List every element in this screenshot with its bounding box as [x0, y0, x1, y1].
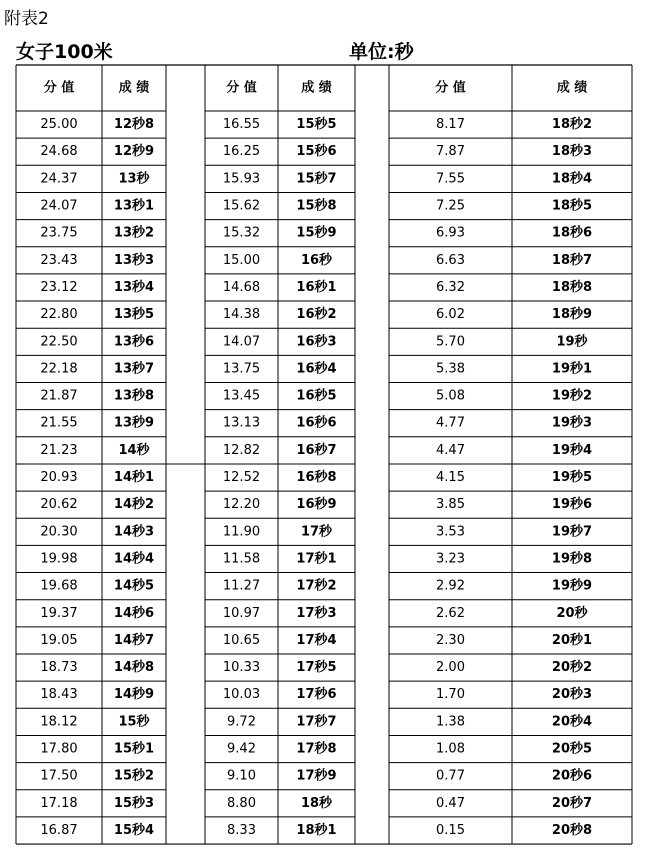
score-cell: 0.15 — [436, 822, 465, 838]
result-cell: 15秒6 — [296, 144, 337, 160]
result-cell: 16秒 — [300, 252, 333, 268]
result-cell: 16秒7 — [296, 442, 337, 458]
result-cell: 18秒8 — [551, 279, 593, 295]
score-cell: 6.02 — [436, 307, 465, 323]
header-score: 分 值 — [435, 80, 466, 96]
result-cell: 18秒 — [300, 795, 333, 811]
score-cell: 7.55 — [436, 171, 465, 187]
score-cell: 23.43 — [40, 252, 78, 268]
score-cell: 7.87 — [436, 144, 465, 160]
result-cell: 13秒 — [118, 171, 150, 187]
result-cell: 19秒6 — [551, 497, 593, 513]
score-cell: 12.82 — [222, 442, 261, 458]
result-cell: 13秒6 — [113, 334, 155, 350]
score-cell: 3.53 — [436, 524, 465, 540]
result-cell: 16秒3 — [296, 334, 337, 350]
result-cell: 13秒9 — [113, 415, 155, 431]
result-cell: 18秒9 — [551, 307, 593, 323]
header-score: 分 值 — [226, 80, 257, 96]
score-cell: 14.38 — [222, 307, 261, 323]
score-cell: 10.65 — [222, 632, 261, 648]
result-cell: 16秒8 — [296, 470, 337, 486]
score-cell: 19.05 — [40, 632, 78, 648]
result-cell: 17秒4 — [296, 632, 337, 648]
score-cell: 11.58 — [222, 551, 261, 567]
score-cell: 21.87 — [40, 388, 78, 404]
score-cell: 9.72 — [227, 714, 256, 730]
result-cell: 13秒5 — [113, 307, 155, 323]
result-cell: 15秒 — [118, 714, 150, 730]
result-cell: 18秒3 — [551, 144, 593, 160]
result-cell: 15秒9 — [296, 225, 337, 241]
result-cell: 13秒4 — [113, 279, 155, 295]
result-cell: 19秒 — [556, 334, 588, 350]
score-cell: 13.45 — [222, 388, 261, 404]
score-cell: 21.23 — [40, 442, 78, 458]
result-cell: 18秒6 — [551, 225, 593, 241]
score-cell: 10.03 — [222, 687, 261, 703]
result-cell: 17秒3 — [296, 605, 337, 621]
score-cell: 10.97 — [222, 605, 261, 621]
result-cell: 14秒4 — [113, 551, 155, 567]
result-cell: 16秒9 — [296, 497, 337, 513]
score-cell: 8.17 — [436, 117, 465, 133]
score-cell: 10.33 — [222, 660, 261, 676]
score-cell: 16.55 — [222, 117, 261, 133]
result-cell: 15秒1 — [113, 741, 155, 757]
result-cell: 13秒8 — [113, 388, 155, 404]
score-cell: 18.12 — [40, 714, 78, 730]
score-cell: 16.25 — [222, 144, 261, 160]
score-cell: 2.30 — [436, 632, 465, 648]
result-cell: 19秒8 — [551, 551, 593, 567]
result-cell: 16秒5 — [296, 388, 337, 404]
score-cell: 2.62 — [436, 605, 465, 621]
result-cell: 19秒3 — [551, 415, 593, 431]
result-cell: 14秒1 — [113, 470, 155, 486]
result-cell: 20秒2 — [551, 660, 593, 676]
result-cell: 17秒9 — [296, 768, 337, 784]
result-cell: 16秒4 — [296, 361, 337, 377]
result-cell: 15秒7 — [296, 171, 337, 187]
unit-label: 单位:秒 — [349, 41, 414, 63]
score-cell: 19.37 — [40, 605, 78, 621]
result-cell: 17秒5 — [296, 660, 337, 676]
score-cell: 0.77 — [436, 768, 465, 784]
result-cell: 20秒5 — [551, 741, 593, 757]
header-result: 成 绩 — [556, 80, 588, 96]
result-cell: 12秒8 — [113, 117, 155, 133]
result-cell: 14秒6 — [113, 605, 155, 621]
result-cell: 18秒2 — [551, 117, 593, 133]
score-cell: 4.15 — [436, 470, 465, 486]
score-cell: 4.77 — [436, 415, 465, 431]
score-cell: 5.38 — [436, 361, 465, 377]
score-cell: 3.23 — [436, 551, 465, 567]
result-cell: 20秒6 — [551, 768, 593, 784]
score-cell: 13.75 — [222, 361, 261, 377]
result-cell: 14秒8 — [113, 660, 155, 676]
result-cell: 18秒7 — [551, 252, 593, 268]
score-cell: 16.87 — [40, 822, 78, 838]
score-cell: 13.13 — [222, 415, 261, 431]
score-cell: 12.52 — [222, 470, 261, 486]
score-cell: 2.92 — [436, 578, 465, 594]
result-cell: 19秒5 — [551, 470, 593, 486]
result-cell: 17秒6 — [296, 687, 337, 703]
result-cell: 13秒7 — [113, 361, 155, 377]
result-cell: 13秒2 — [113, 225, 155, 241]
result-cell: 16秒6 — [296, 415, 337, 431]
score-cell: 3.85 — [436, 497, 465, 513]
score-cell: 15.00 — [222, 252, 261, 268]
score-cell: 8.80 — [227, 795, 256, 811]
score-cell: 17.18 — [40, 795, 78, 811]
result-cell: 20秒8 — [551, 822, 593, 838]
score-cell: 15.93 — [222, 171, 261, 187]
score-cell: 22.80 — [40, 307, 78, 323]
score-cell: 24.07 — [40, 198, 78, 214]
appendix-label: 附表2 — [4, 9, 49, 29]
score-cell: 18.73 — [40, 660, 78, 676]
result-cell: 15秒8 — [296, 198, 337, 214]
result-cell: 20秒 — [556, 605, 588, 621]
score-cell: 18.43 — [40, 687, 78, 703]
result-cell: 16秒2 — [296, 307, 337, 323]
result-cell: 15秒2 — [113, 768, 155, 784]
result-cell: 17秒2 — [296, 578, 337, 594]
result-cell: 20秒1 — [551, 632, 593, 648]
score-cell: 9.10 — [227, 768, 256, 784]
score-cell: 25.00 — [40, 117, 78, 133]
result-cell: 18秒4 — [551, 171, 593, 187]
result-cell: 19秒4 — [551, 442, 593, 458]
result-cell: 18秒1 — [296, 822, 337, 838]
score-cell: 14.07 — [222, 334, 261, 350]
score-cell: 20.93 — [40, 470, 78, 486]
score-cell: 2.00 — [436, 660, 465, 676]
result-cell: 19秒9 — [551, 578, 593, 594]
result-cell: 17秒8 — [296, 741, 337, 757]
result-cell: 14秒7 — [113, 632, 155, 648]
result-cell: 20秒4 — [551, 714, 593, 730]
result-cell: 16秒1 — [296, 279, 337, 295]
result-cell: 15秒4 — [113, 822, 155, 838]
result-cell: 14秒9 — [113, 687, 155, 703]
score-cell: 9.42 — [227, 741, 256, 757]
score-cell: 0.47 — [436, 795, 465, 811]
score-cell: 4.47 — [436, 442, 465, 458]
result-cell: 14秒2 — [113, 497, 155, 513]
score-cell: 1.70 — [436, 687, 465, 703]
result-cell: 17秒7 — [296, 714, 337, 730]
result-cell: 20秒7 — [551, 795, 593, 811]
score-cell: 11.90 — [222, 524, 261, 540]
result-cell: 14秒 — [118, 442, 150, 458]
score-cell: 14.68 — [222, 279, 261, 295]
score-cell: 1.08 — [436, 741, 465, 757]
score-cell: 20.30 — [40, 524, 78, 540]
score-cell: 23.75 — [40, 225, 78, 241]
table-title: 女子100米 — [16, 41, 113, 63]
result-cell: 13秒1 — [113, 198, 155, 214]
score-cell: 6.32 — [436, 279, 465, 295]
score-cell: 19.98 — [40, 551, 78, 567]
score-cell: 17.80 — [40, 741, 78, 757]
score-cell: 12.20 — [222, 497, 261, 513]
header-result: 成 绩 — [301, 80, 332, 96]
score-cell: 22.50 — [40, 334, 78, 350]
header-result: 成 绩 — [118, 80, 150, 96]
score-cell: 15.62 — [222, 198, 261, 214]
score-cell: 6.63 — [436, 252, 465, 268]
score-cell: 11.27 — [222, 578, 261, 594]
score-cell: 24.68 — [40, 144, 78, 160]
result-cell: 14秒3 — [113, 524, 155, 540]
score-cell: 22.18 — [40, 361, 78, 377]
score-cell: 20.62 — [40, 497, 78, 513]
result-cell: 18秒5 — [551, 198, 593, 214]
result-cell: 13秒3 — [113, 252, 155, 268]
score-cell: 24.37 — [40, 171, 78, 187]
result-cell: 19秒7 — [551, 524, 593, 540]
result-cell: 19秒2 — [551, 388, 593, 404]
score-cell: 21.55 — [40, 415, 78, 431]
result-cell: 17秒 — [300, 524, 333, 540]
score-cell: 1.38 — [436, 714, 465, 730]
score-cell: 6.93 — [436, 225, 465, 241]
score-cell: 23.12 — [40, 279, 78, 295]
score-cell: 7.25 — [436, 198, 465, 214]
result-cell: 15秒5 — [296, 117, 337, 133]
result-cell: 14秒5 — [113, 578, 155, 594]
result-cell: 17秒1 — [296, 551, 337, 567]
score-cell: 17.50 — [40, 768, 78, 784]
score-cell: 8.33 — [227, 822, 256, 838]
result-cell: 12秒9 — [113, 144, 155, 160]
result-cell: 20秒3 — [551, 687, 593, 703]
score-cell: 5.08 — [436, 388, 465, 404]
score-cell: 19.68 — [40, 578, 78, 594]
result-cell: 15秒3 — [113, 795, 155, 811]
score-cell: 5.70 — [436, 334, 465, 350]
result-cell: 19秒1 — [551, 361, 593, 377]
header-score: 分 值 — [43, 80, 75, 96]
score-cell: 15.32 — [222, 225, 261, 241]
